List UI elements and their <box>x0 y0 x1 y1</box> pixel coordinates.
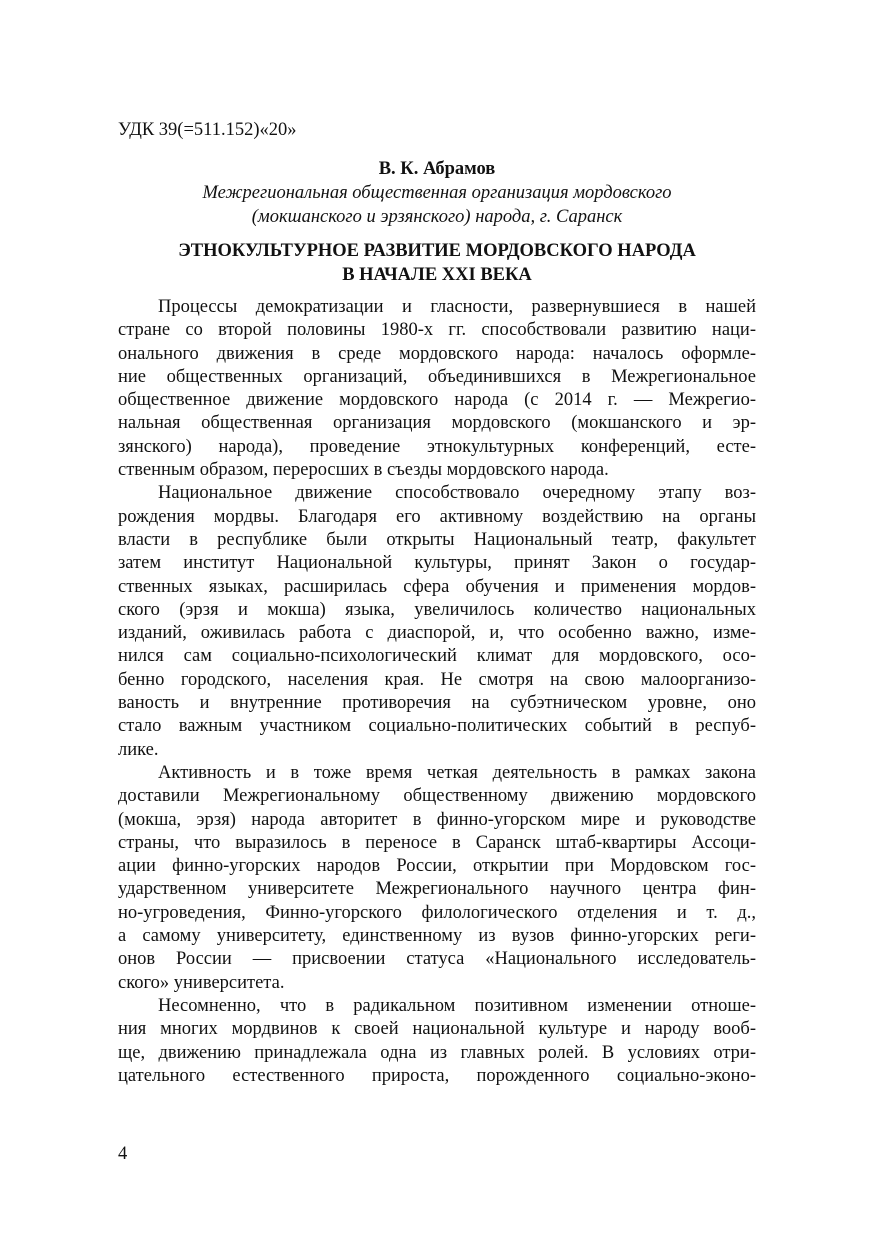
text-line: рождения мордвы. Благодаря его активному воздействию на органы <box>118 506 756 527</box>
text-line: ваность и внутренние противоречия на субэтническом уровне, оно <box>118 693 756 714</box>
author-affiliation-line: (мокшанского и эрзянского) народа, г. Саранск <box>251 207 623 227</box>
text-line: ние общественных организаций, объединившихся в Межрегиональное <box>118 366 756 387</box>
article-title <box>118 239 756 287</box>
text-line: лике. <box>118 739 159 760</box>
text-line: Процессы демократизации и гласности, развернувшиеся в нашей <box>158 297 756 317</box>
article-title-line: ЭТНОКУЛЬТУРНОЕ РАЗВИТИЕ МОРДОВСКОГО НАРОДА <box>178 241 696 261</box>
text-line: ще, движению принадлежала одна из главных ролей. В условиях отри- <box>118 1042 756 1063</box>
text-line: цательного естественного прироста, порожденного социально-эконо- <box>118 1065 756 1086</box>
text-line: а самому университету, единственному из вузов финно-угорских реги- <box>118 926 756 947</box>
text-line: Несомненно, что в радикальном позитивном изменении отноше- <box>158 995 756 1016</box>
text-line: стране со второй половины 1980-х гг. способствовали развитию наци- <box>118 320 756 341</box>
body-paragraph <box>118 995 756 1088</box>
text-line: нился сам социально-психологический климат для мордовского, осо- <box>118 646 756 667</box>
text-line: (мокша, эрзя) народа авторитет в финно-угорском мире и руководстве <box>118 809 756 830</box>
text-line: Активность и в тоже время четкая деятельность в рамках закона <box>158 762 756 783</box>
text-line: онов России — присвоении статуса «Национального исследователь- <box>118 949 756 970</box>
author-name: В. К. Абрамов <box>378 159 496 179</box>
text-line: страны, что выразилось в переносе в Саранск штаб-квартиры Ассоци- <box>118 832 756 853</box>
udk-code: УДК 39(=511.152)«20» <box>118 120 297 140</box>
article-title-line: В НАЧАЛЕ XXI ВЕКА <box>342 265 532 285</box>
text-line: изданий, оживилась работа с диаспорой, и, что особенно важно, изме- <box>118 623 756 644</box>
body-paragraph <box>118 762 756 995</box>
body-paragraph <box>118 482 756 762</box>
text-line: стало важным участником социально-политических событий в респуб- <box>118 716 756 737</box>
text-line: ации финно-угорских народов России, открытии при Мордовском гос- <box>118 856 756 877</box>
text-line: бенно городского, населения края. Не смотря на свою малоорганизо- <box>118 669 756 690</box>
text-line: Национальное движение способствовало очередному этапу воз- <box>158 483 756 504</box>
text-line: доставили Межрегиональному общественному движению мордовского <box>118 786 756 807</box>
body-paragraph <box>118 296 756 482</box>
text-line: ударственном университете Межрегионального научного центра фин- <box>118 879 756 900</box>
text-line: зянского) народа), проведение этнокультурных конференций, есте- <box>118 436 756 457</box>
article-body <box>118 296 756 1088</box>
text-line: затем институт Национальной культуры, принят Закон о государ- <box>118 553 756 574</box>
text-line: ственным образом, переросших в съезды мордовского народа. <box>118 460 609 481</box>
text-line: но-угроведения, Финно-угорского филологического отделения и т. д., <box>118 902 756 923</box>
text-line: власти в республике были открыты Национальный театр, факультет <box>118 529 756 550</box>
text-line: общественное движение мордовского народа (с 2014 г. — Межрегио- <box>118 390 756 411</box>
text-line: ского» университета. <box>118 972 285 993</box>
page-number: 4 <box>118 1144 128 1164</box>
text-line: ния многих мордвинов к своей национальной культуре и народу вооб- <box>118 1019 756 1040</box>
text-line: нальная общественная организация мордовского (мокшанского и эр- <box>118 413 756 434</box>
text-line: ского (эрзя и мокша) языка, увеличилось количество национальных <box>118 599 756 620</box>
page <box>118 0 756 1241</box>
text-line: ственных языках, расширилась сфера обучения и применения мордов- <box>118 576 756 597</box>
author-affiliation-line: Межрегиональная общественная организация мордовского <box>202 183 672 203</box>
text-line: онального движения в среде мордовского народа: началось оформле- <box>118 343 756 364</box>
author-block <box>118 157 756 229</box>
